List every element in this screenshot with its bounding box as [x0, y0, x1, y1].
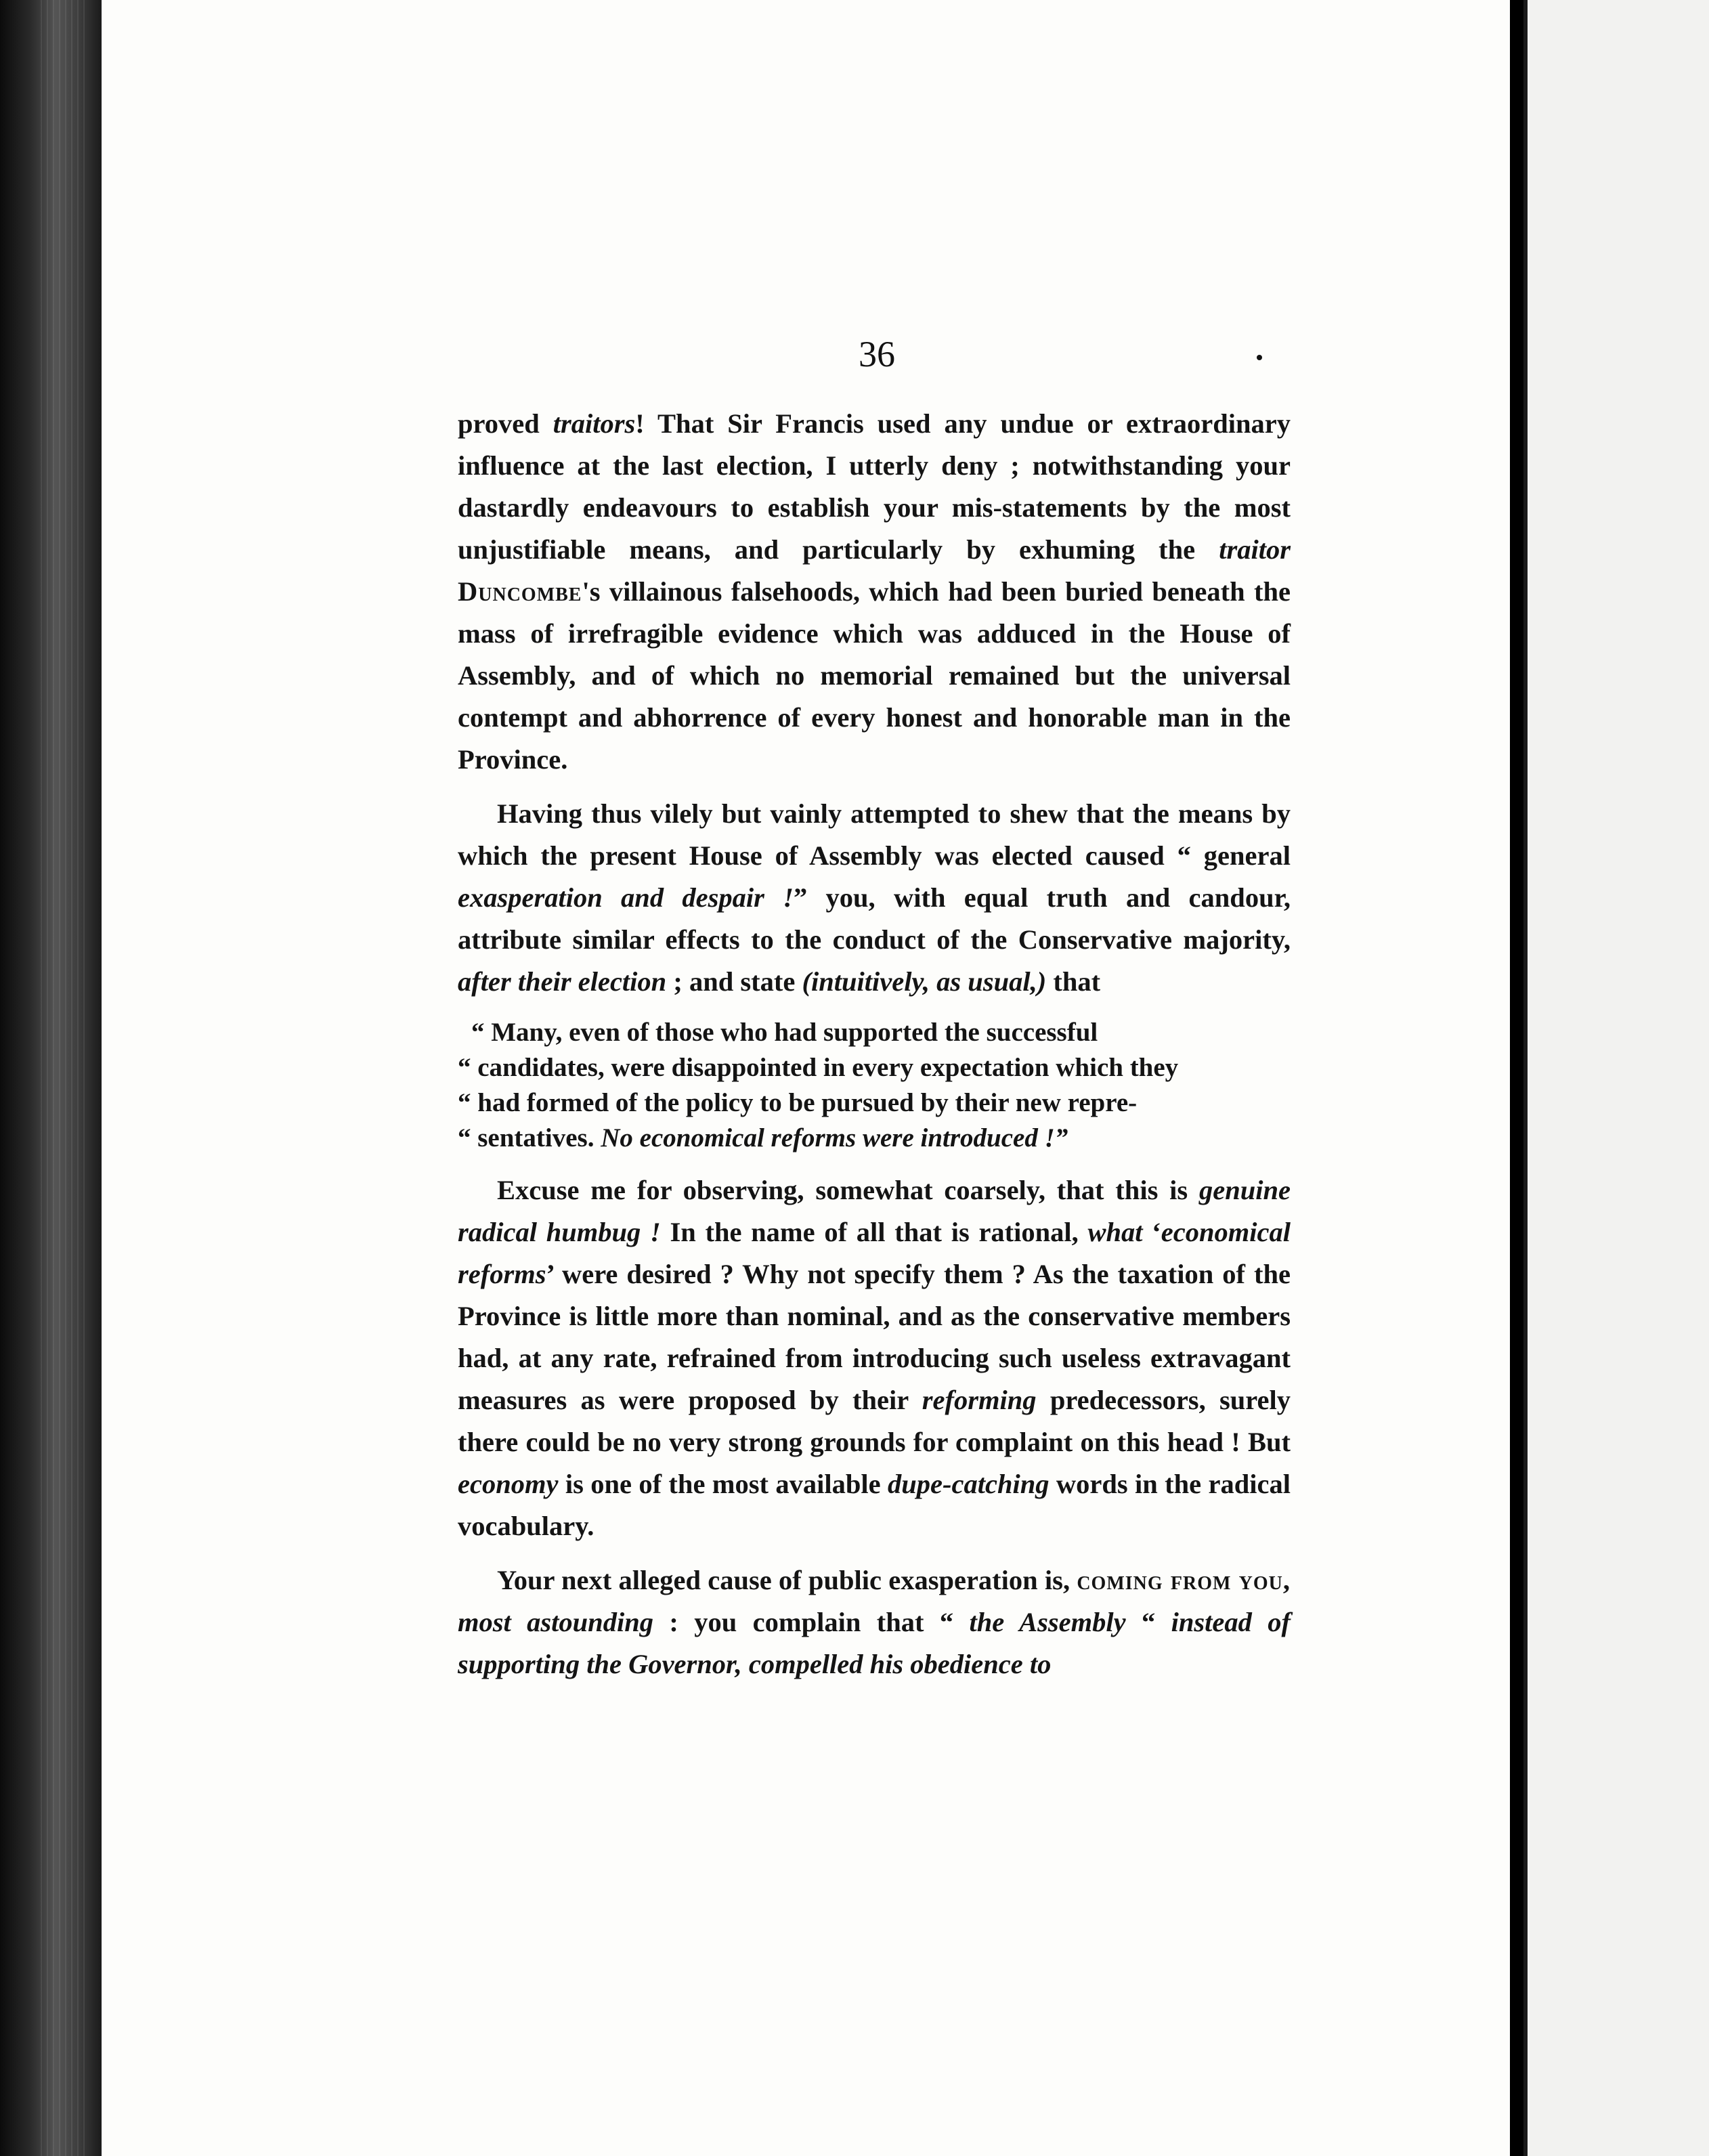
text-run: : you complain that “	[653, 1607, 970, 1637]
text-run: Excuse me for observing, somewhat coarsely, that this is	[497, 1175, 1199, 1205]
text-run: ! That Sir Francis used any undue or extraordinary influence at the last election, I utterly deny ; notwithstanding your dastardly endeavours to establish your mis-statements by the most unjustifiable means, and particularly by exhuming the	[458, 408, 1291, 565]
italic-text: genuine radical humbug !	[458, 1175, 1291, 1247]
paragraph-2	[458, 793, 1291, 1003]
italic-text: instead of supporting the Governor, compelled his obedience to	[458, 1607, 1291, 1679]
paragraph-3	[458, 1169, 1291, 1547]
quote-line-text: “ had formed of the policy to be pursued by their new repre-	[458, 1088, 1138, 1117]
text-run: ; and state	[666, 966, 802, 997]
italic-text: traitor	[1219, 534, 1291, 565]
ink-speck	[1257, 355, 1262, 360]
quote-line	[458, 1050, 1291, 1085]
text-run: predecessors, surely there could be no very strong grounds for complaint on this head ! But	[458, 1385, 1291, 1457]
text-run: 's villainous falsehoods, which had been buried beneath the mass of irrefragible evidence which was adduced in the House of Assembly, and of which no memorial remained but the universal contempt and abhorrence of every honest and honorable man in the Province.	[458, 576, 1291, 775]
text-run: In the name of all that is rational,	[660, 1217, 1088, 1247]
italic-text: economy	[458, 1469, 559, 1499]
book-spine-texture	[41, 0, 88, 2156]
text-run: proved	[458, 408, 553, 439]
text-run: Your next alleged cause of public exasperation is,	[497, 1565, 1077, 1595]
text-run: is one of the most available	[558, 1469, 888, 1499]
italic-text: dupe-catching	[888, 1469, 1050, 1499]
italic-text: exasperation and despair !	[458, 882, 794, 913]
quote-line-text: “ sentatives.	[458, 1123, 601, 1152]
quote-line	[458, 1015, 1291, 1050]
quote-line-text: “ candidates, were disappointed in every expectation which they	[458, 1053, 1179, 1082]
quote-line-text: “ Many, even of those who had supported the successful	[471, 1018, 1098, 1047]
text-run: ‘	[1142, 1217, 1161, 1247]
paragraph-4	[458, 1559, 1291, 1685]
italic-text: traitors	[553, 408, 636, 439]
italic-text: reforming	[922, 1385, 1037, 1415]
italic-text: what	[1087, 1217, 1143, 1247]
small-caps-text: coming from you,	[1077, 1565, 1291, 1595]
facing-page-edge	[1523, 0, 1709, 2156]
paragraph-1	[458, 403, 1291, 781]
text-run: ” you, with equal truth and candour, attribute similar effects to the conduct of the Conservative majority,	[458, 882, 1291, 955]
small-caps-text: Duncombe	[458, 576, 582, 607]
italic-text: most astounding	[458, 1607, 653, 1637]
page-body-text	[458, 403, 1291, 1698]
quote-line-italic: No economical reforms were introduced !”	[601, 1123, 1068, 1152]
text-run: words in the radical vocabulary.	[458, 1469, 1291, 1541]
quote-line	[458, 1121, 1291, 1156]
italic-text: (intuitively, as usual,)	[802, 966, 1047, 997]
quoted-passage	[458, 1015, 1291, 1156]
page-number: 36	[859, 334, 895, 374]
text-run: ’ were desired ? Why not specify them ? As the taxation of the Province is little more than nominal, and as the conservative members had, at any rate, refrained from introducing such useless extravagant measures as were proposed by their	[458, 1259, 1291, 1415]
text-run: “	[1125, 1607, 1171, 1637]
quote-line	[458, 1085, 1291, 1121]
italic-text: after their election	[458, 966, 667, 997]
text-run: that	[1046, 966, 1101, 997]
text-run: Having thus vilely but vainly attempted to shew that the means by which the present House of Assembly was elected caused “ general	[458, 798, 1291, 871]
italic-text: economical reforms	[458, 1217, 1291, 1289]
italic-text: the Assembly	[969, 1607, 1126, 1637]
